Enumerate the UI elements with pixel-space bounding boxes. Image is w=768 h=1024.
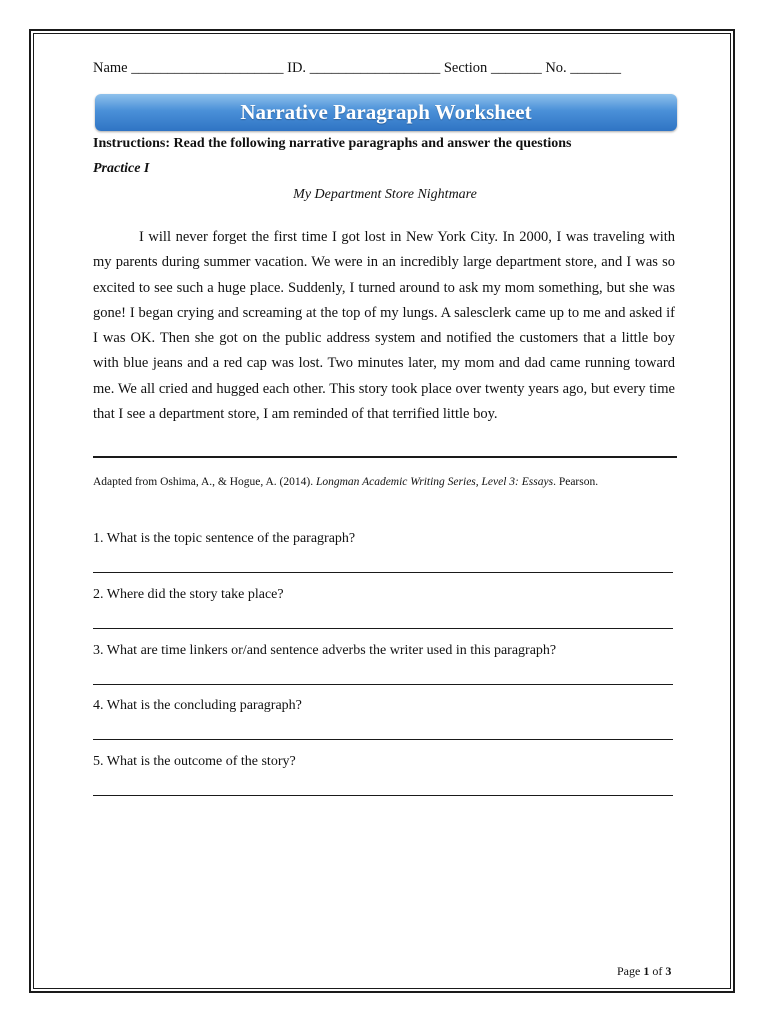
id-label: ID.: [287, 60, 307, 76]
section-blank[interactable]: _______: [490, 60, 542, 76]
id-blank[interactable]: __________________: [309, 60, 441, 76]
of-word: of: [652, 964, 663, 978]
worksheet-title: Narrative Paragraph Worksheet: [240, 100, 532, 124]
citation-work-title: Longman Academic Writing Series, Level 3: Essays: [315, 476, 554, 488]
question-1: 1. What is the topic sentence of the paragraph?: [93, 531, 356, 546]
practice-label: Practice I: [93, 161, 150, 176]
page-word: Page: [617, 964, 641, 978]
question-3: 3. What are time linkers or/and sentence adverbs the writer used in this paragraph?: [93, 643, 557, 658]
name-blank[interactable]: _____________________: [131, 60, 284, 76]
narrative-passage: I will never forget the first time I got lost in New York City. In 2000, I was traveling with my parents during summer vacation. We were in an incredibly large department store, and I was so excited to see such a huge place. Suddenly, I turned around to ask my mom something, but she was gone! I began crying and screaming at the top of my lungs. A salesclerk came up to me and asked if I was OK. Then she got on the public address system and notified the customers that a little boy with blue jeans and a red cap was lost. Two minutes later, my mom and dad came running toward me. We all cried and hugged each other. This story took place over twenty years ago, but every time that I see a department store, I am reminded of that terrified little boy.: [93, 229, 675, 423]
question-2: 2. Where did the story take place?: [93, 587, 284, 602]
answer-line-3[interactable]: [93, 684, 673, 685]
name-label: Name: [93, 60, 128, 76]
answer-line-1[interactable]: [93, 572, 673, 573]
answer-line-4[interactable]: [93, 739, 673, 740]
story-title: My Department Store Nightmare: [293, 187, 477, 202]
question-4: 4. What is the concluding paragraph?: [93, 698, 302, 713]
citation-prefix: Adapted from Oshima, A., & Hogue, A. (2014).: [93, 476, 316, 488]
source-citation: [93, 476, 598, 488]
student-info-line: [93, 60, 621, 77]
instructions: Instructions: Read the following narrative paragraphs and answer the questions: [93, 136, 572, 151]
current-page: 1: [643, 964, 650, 978]
section-divider: [93, 456, 677, 458]
citation-suffix: . Pearson.: [553, 476, 599, 488]
answer-line-2[interactable]: [93, 628, 673, 629]
number-blank[interactable]: _______: [570, 60, 622, 76]
total-pages: 3: [665, 964, 672, 978]
page-number: [617, 964, 671, 979]
number-label: No.: [545, 60, 567, 76]
section-label: Section: [443, 60, 488, 76]
question-5: 5. What is the outcome of the story?: [93, 754, 296, 769]
answer-line-5[interactable]: [93, 795, 673, 796]
worksheet-title-banner: [95, 94, 677, 131]
